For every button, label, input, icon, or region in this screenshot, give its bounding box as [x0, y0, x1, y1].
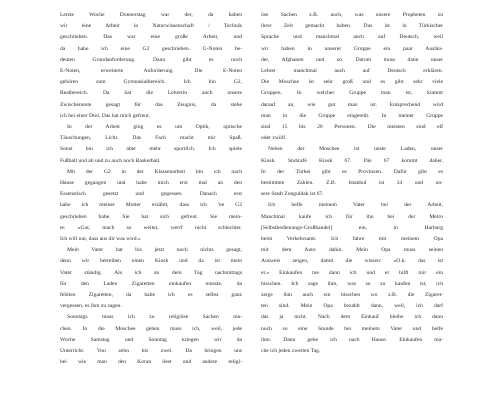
text-line: sere Stadt Zonguldak ist 67. — [261, 191, 324, 198]
text-line: bestimmte Zahlen. Z.B. Istanbul ist 34 und un- — [261, 180, 443, 187]
text-line: Manchmal kaufe ich für ihn bei der Metro — [261, 213, 443, 220]
text-line: ten sind. Mein Opa bezahlt dann, weil, ich darf — [261, 303, 443, 310]
text-line: Vater ständig. Als ich an dem Tag nachmittags — [60, 269, 242, 276]
text-line: ihm. Dann gehe ich nach Hause. Einkaufen ma- — [261, 336, 443, 343]
text-line: mit dem Auto dahin. Mein Opa muss seinen — [261, 247, 443, 254]
text-line: öse Sachen z.B. auch, was unsere Propheten zu — [261, 12, 443, 18]
text-line: sind 15 bis 20 Personen. Die meisten sind elf — [261, 124, 443, 131]
text-line: da habe ich eine G2 geschrieben. G-Noten be- — [60, 45, 242, 52]
text-line: Sonst bin ich aber mehr sportlich. Ich spiele — [60, 146, 242, 153]
text-line: das ja nicht. Nach dem Einkauf bleibe ich dann — [261, 314, 443, 321]
text-column-right — [261, 10, 443, 357]
text-line: vergessen, es ihm zu sagen. — [60, 303, 122, 310]
text-line: Lehrer manchmal auch auf Deutsch erklären. — [261, 68, 443, 75]
text-line: ich bei einer Drei. Das hat mich gefreut. — [60, 112, 150, 119]
text-line: für den Laden Zigaretten einkaufen musste, da — [60, 280, 242, 287]
text-line: noch so eine Stunde bei meinem Vater und helfe — [261, 325, 443, 332]
text-line: Woche Samstag und Sonntag kriegen wir da — [60, 336, 242, 343]
text-line: E-Noten, erweiterte Anforderung. Die E-Noten — [60, 68, 242, 75]
text-line: Die Moschee ist sehr groß und es gibt sehr viele — [261, 79, 443, 86]
text-line: wir eine Arbeit in Naturwissenschaft / Technik — [60, 23, 242, 30]
text-line: oder zwölf. — [261, 135, 287, 142]
text-line: Fußball und ab und zu auch noch Basketball. — [60, 157, 161, 164]
text-line: darauf an, wie gut man ist. Entsprechend wird — [261, 101, 443, 108]
text-line: In der Türkei gibt es Provinzen. Dafür gibt es — [261, 168, 443, 175]
text-line: denn wir betreiben einen Kiosk und da ist mein — [60, 258, 242, 265]
text-line: Gruppen. In welcher Gruppe man ist, kommt — [261, 90, 443, 97]
text-line: Essenstisch gesetzt und gegessen. Danach erst — [60, 191, 242, 198]
text-line: Ich will nur, dass aus dir was wird.« — [60, 236, 141, 243]
text-line: Täuschungen, Licht. Das Fach macht mir Spaß. — [60, 135, 242, 142]
text-line: In der Arbeit ging es um Optik, optische — [67, 124, 242, 131]
text-line: deuten Grundanforderung. Dann gibt es noch — [60, 56, 242, 63]
text-line: Sprache und manchmal auch auf Deutsch, weil — [261, 34, 443, 41]
text-line: Sonntags muss ich zu religiöse Sachen ma- — [67, 314, 242, 321]
text-line: gehören zum Gymnasialbereich. Ich bin G2, — [60, 79, 242, 86]
text-line: Ausweis zeigen, damit die wissen: »O.k. das ist — [261, 258, 443, 265]
text-line: bisschen. Ich sage ihm, was so zu kaufen ist, ich — [261, 280, 443, 287]
text-line: Mein Vater hat bis jetzt noch nichts gesagt, — [67, 247, 242, 254]
text-line: Unterricht. Von zehn bis zwei. Da bringen uns — [60, 348, 242, 355]
text-line: wir haben in unserer Gruppe ein paar Auslän- — [261, 45, 443, 52]
text-line: bei wie man den Koran liest und andere religi- — [60, 359, 242, 366]
text-line: habe ich meiner Mutter erzählt, dass ich 'ne G2 — [60, 202, 242, 209]
text-line: Realbereich. Da hat die Lehrerin auch unsere — [60, 90, 242, 97]
text-line: der, Afghanen und so. Darum muss dann unser — [261, 56, 443, 63]
text-line: ihrer Zeit gemacht haben. Das ist in Türkischer — [261, 23, 443, 30]
text-line: Ich helfe meinem Vater bei der Arbeit, — [268, 202, 443, 209]
text-line: te: »Gut, mach so weiter, werd' nicht schlechter. — [60, 224, 242, 231]
text-line: geschrieben habe. Sie hat sich gefreut. Sie mein- — [60, 213, 242, 220]
text-line: Kiosk. Stuhrafé Kiosk 67. Die 67 kommt daher. — [261, 157, 443, 164]
text-column-left — [60, 10, 242, 369]
text-line: man in die Gruppe eingeteilt. In meiner Gruppe — [261, 112, 443, 119]
text-line: fehlten Zigaretten, da habe ich es selbst ganz — [60, 292, 242, 299]
text-line: che ich jeden zweiten Tag. — [261, 348, 321, 355]
text-line: chen. In die Moschee gehen muss ich, weil, jede — [60, 325, 242, 332]
text-line: Hause gegangen und habe mich erst mal an den — [60, 180, 242, 187]
text-line: Mit der G2 in der Klassenarbeit bin ich nach — [67, 168, 242, 175]
text-line: geschrieben. Das war eine große Arbeit, und — [60, 34, 242, 41]
text-line: Letzte Woche Donnerstag war der, da haben — [60, 12, 242, 18]
text-line: Zwischennote gesagt für das Zeugnis, da stehe — [60, 101, 242, 108]
text-line: Neben der Moschee ist unser Laden, unser — [268, 146, 443, 153]
text-line: beim Verkehrsamt. Ich fahre mit meinem Opa — [261, 236, 443, 243]
text-line: zeige ihm auch ein bisschen wo z.B. die Zigaret- — [261, 292, 443, 299]
text-line: er.« Einkaufen tue dann ich und er hilft mir ein — [261, 269, 443, 276]
text-line: [Selbstbedienungs-Großhandel] ein, in Harburg — [261, 224, 443, 231]
